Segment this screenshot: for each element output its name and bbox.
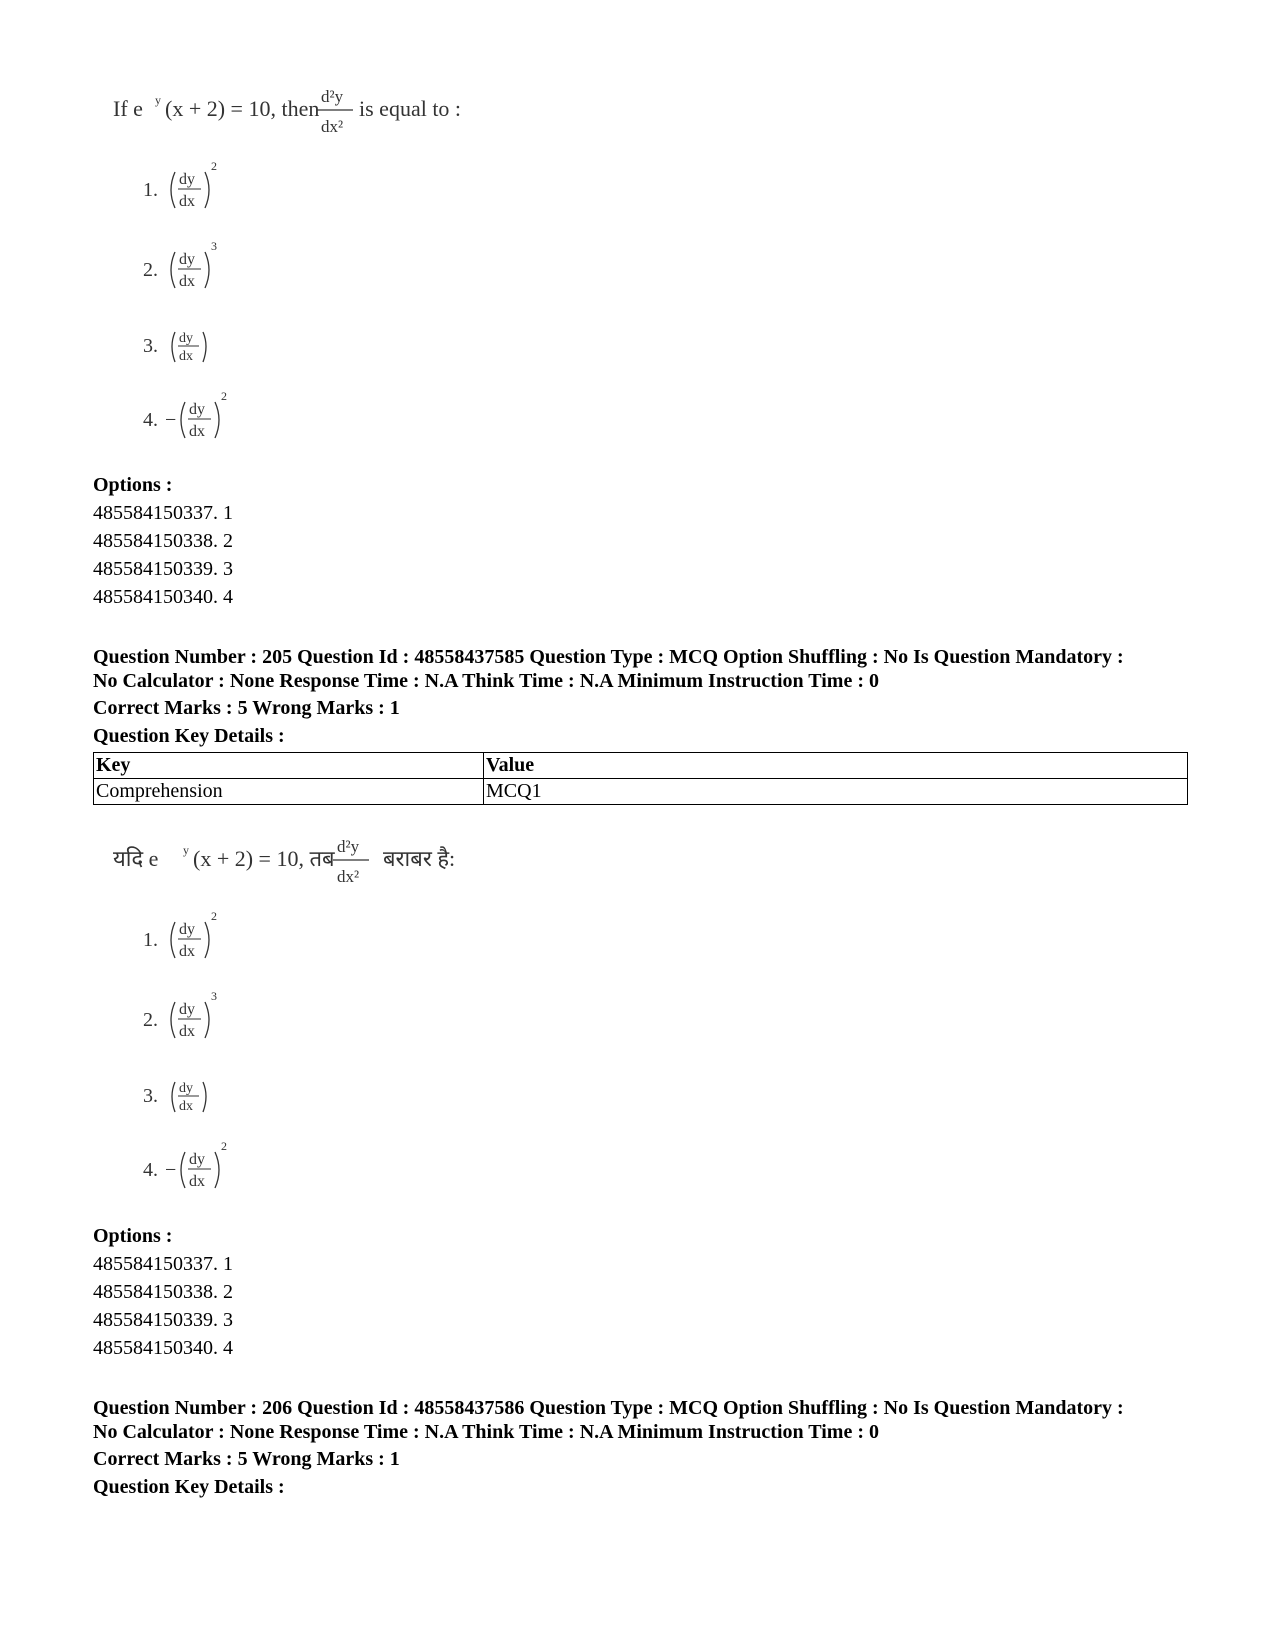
question-key-table: [93, 752, 1188, 805]
svg-text:dy: dy: [179, 331, 193, 346]
choice-4: [143, 389, 227, 440]
option-id-1: 485584150337. 1: [93, 1253, 233, 1275]
svg-text:2: 2: [211, 159, 217, 173]
svg-text:dx: dx: [189, 423, 205, 440]
table-header-row: [94, 753, 1188, 779]
table-row: [94, 779, 1188, 805]
options-title: Options :: [93, 474, 173, 496]
question-frac-num: d²y: [337, 837, 360, 856]
question-frac-num: d²y: [321, 87, 344, 106]
question-meta-205: [93, 645, 1193, 693]
option-id-4: 485584150340. 4: [93, 1337, 233, 1359]
meta-line-2: No Calculator : None Response Time : N.A Think Time : N.A Minimum Instruction Time : 0: [93, 670, 879, 692]
question-text-prefix: If e: [113, 96, 143, 121]
svg-text:dy: dy: [179, 1001, 195, 1018]
svg-text:1.: 1.: [143, 179, 158, 201]
question-meta-206: [93, 1396, 1193, 1444]
marks-206: Correct Marks : 5 Wrong Marks : 1: [93, 1448, 400, 1470]
svg-text:dx: dx: [179, 943, 195, 960]
marks-205: Correct Marks : 5 Wrong Marks : 1: [93, 697, 400, 719]
choice-3: [143, 1081, 206, 1114]
svg-text:4.: 4.: [143, 409, 158, 431]
choice-4: [143, 1139, 227, 1190]
choice-2: [143, 989, 217, 1040]
option-id-2: 485584150338. 2: [93, 1281, 233, 1303]
svg-text:dx: dx: [189, 1173, 205, 1190]
svg-text:dx: dx: [179, 273, 195, 290]
choice-1: [143, 909, 217, 960]
table-header-key: Key: [94, 753, 484, 779]
choice-2: [143, 239, 217, 290]
table-cell-value: MCQ1: [484, 779, 1188, 805]
svg-text:dy: dy: [189, 1151, 205, 1168]
question-superscript: y: [183, 843, 189, 857]
svg-text:2.: 2.: [143, 1009, 158, 1031]
svg-text:3: 3: [211, 239, 217, 253]
svg-text:dy: dy: [179, 921, 195, 938]
option-id-3: 485584150339. 3: [93, 558, 233, 580]
svg-text:2: 2: [221, 1139, 227, 1153]
meta-line-1: Question Number : 206 Question Id : 48558437586 Question Type : MCQ Option Shuffling : No Is Question Mandatory :: [93, 1397, 1124, 1419]
table-cell-key: Comprehension: [94, 779, 484, 805]
question-image-english: [113, 80, 533, 460]
svg-text:4.: 4.: [143, 1159, 158, 1181]
svg-text:dy: dy: [189, 401, 205, 418]
svg-text:dy: dy: [179, 251, 195, 268]
question-text-suffix: बराबर है:: [383, 846, 456, 871]
question-image-hindi: [113, 830, 533, 1210]
question-text-expr: (x + 2) = 10, then: [165, 96, 320, 121]
svg-text:dx: dx: [179, 1023, 195, 1040]
option-id-1: 485584150337. 1: [93, 502, 233, 524]
meta-line-2: No Calculator : None Response Time : N.A Think Time : N.A Minimum Instruction Time : 0: [93, 1421, 879, 1443]
svg-text:dx: dx: [179, 349, 193, 364]
svg-text:2: 2: [211, 909, 217, 923]
svg-text:3: 3: [211, 989, 217, 1003]
table-header-value: Value: [484, 753, 1188, 779]
svg-text:dx: dx: [179, 1099, 193, 1114]
svg-text:dy: dy: [179, 171, 195, 188]
question-superscript: y: [155, 93, 161, 107]
option-id-2: 485584150338. 2: [93, 530, 233, 552]
options-title: Options :: [93, 1225, 173, 1247]
question-text-suffix: is equal to :: [359, 96, 462, 121]
svg-text:1.: 1.: [143, 929, 158, 951]
key-details-205: Question Key Details :: [93, 725, 285, 747]
question-text-expr: (x + 2) = 10, तब: [193, 846, 335, 871]
option-id-4: 485584150340. 4: [93, 586, 233, 608]
question-frac-den: dx²: [337, 867, 360, 886]
svg-text:3.: 3.: [143, 1085, 158, 1107]
svg-text:dy: dy: [179, 1081, 193, 1096]
choice-1: [143, 159, 217, 210]
svg-text:dx: dx: [179, 193, 195, 210]
svg-text:−: −: [165, 409, 177, 431]
svg-text:−: −: [165, 1159, 177, 1181]
svg-text:2.: 2.: [143, 259, 158, 281]
choice-3: [143, 331, 206, 364]
svg-text:3.: 3.: [143, 335, 158, 357]
meta-line-1: Question Number : 205 Question Id : 48558437585 Question Type : MCQ Option Shuffling : No Is Question Mandatory :: [93, 646, 1124, 668]
question-frac-den: dx²: [321, 117, 344, 136]
option-id-3: 485584150339. 3: [93, 1309, 233, 1331]
key-details-206: Question Key Details :: [93, 1476, 285, 1498]
svg-text:2: 2: [221, 389, 227, 403]
question-text-prefix: यदि e: [113, 846, 159, 871]
